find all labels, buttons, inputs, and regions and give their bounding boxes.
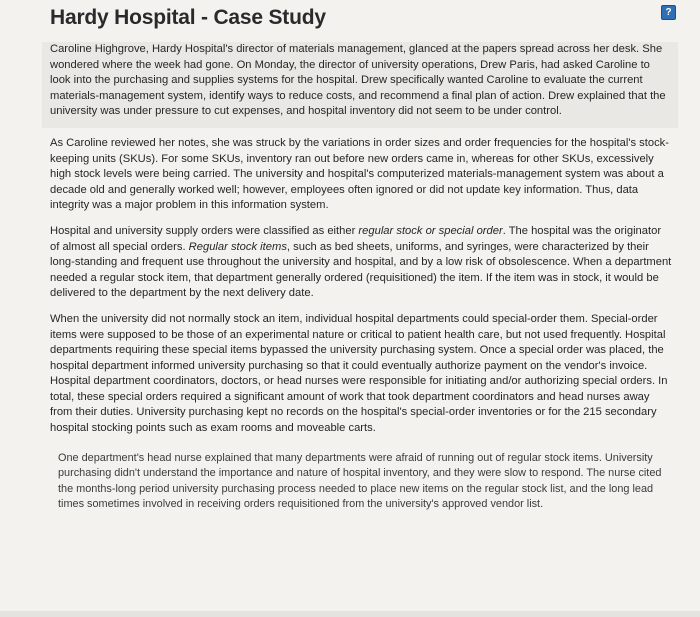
paragraph-1: Caroline Highgrove, Hardy Hospital's director of materials management, glanced at the papers spread across her desk. She wondered where the week had gone. On Monday, the director of university operations, Drew Paris, had asked Caroline to look into the purchasing and supplies systems for the hospital. Drew specifically wanted Caroline to evaluate the current materials-management system, identify ways to reduce costs, and recommend a final plan of action. Drew explained that the university was under pressure to cut expenses, and hospital inventory did not seem to be under control. <box>42 42 678 128</box>
paragraph-3-text-e: , such as bed sheets, uniforms, and syringes, were characterized by their long-standing and frequent use throughout the university and hospital, and by a low risk of obsolescence. When a department needed a regular stock item, that department generally ordered (requisitioned) the item. If the item was in stock, it would be delivered to the department by the next delivery date. <box>50 240 672 300</box>
page-title: Hardy Hospital - Case Study <box>50 6 326 29</box>
footer-strip <box>0 611 700 617</box>
paragraph-3-text-a: Hospital and university supply orders were classified as either <box>50 224 359 237</box>
paragraph-3-emphasis-classification: regular stock or special order <box>358 224 503 237</box>
paragraph-3-emphasis-regular-stock: Regular stock items <box>188 240 287 253</box>
paragraph-4: When the university did not normally stock an item, individual hospital departments could special-order them. Special-order items were supposed to be those of an experimental nature or critical to patient health care, but not used frequently. Hospital departments requiring these special items bypassed the university purchasing system. Once a special order was placed, the hospital department informed university purchasing so that it could eventually authorize payment on the vendor's invoice. Hospital department coordinators, doctors, or head nurses were responsible for initiating and/or authorizing special orders. In total, these special orders required a significant amount of work that took department coordinators and head nurses away from their duties. University purchasing kept no records on the hospital's special-order inventories or for the 215 secondary hospital stocking points such as exam rooms and moveable carts. <box>50 312 668 435</box>
paragraph-5: One department's head nurse explained that many departments were afraid of running out of regular stock items. University purchasing didn't understand the importance and nature of hospital inventory, and they were slow to respond. The nurse cited the months-long period university purchasing process needed to place new items on the regular stock list, and the long lead times sometimes involved in receiving orders requisitioned from the university's approved vendor list. <box>58 451 662 511</box>
help-icon[interactable]: ? <box>661 5 676 20</box>
paragraph-3 <box>50 224 678 302</box>
paragraph-2: As Caroline reviewed her notes, she was struck by the variations in order sizes and order frequencies for the hospital's stock-keeping units (SKUs). For some SKUs, inventory ran out before new orders came in, whereas for other SKUs, excessively high stock levels were being carried. The university and hospital's computerized materials-management system was about a decade old and generally worked well; however, employees often ignored or did not update key information. Thus, data integrity was a major problem in this information system. <box>50 136 669 212</box>
paragraph-3-text-c: . The hospital was the originator of almost all special orders. <box>50 224 662 253</box>
